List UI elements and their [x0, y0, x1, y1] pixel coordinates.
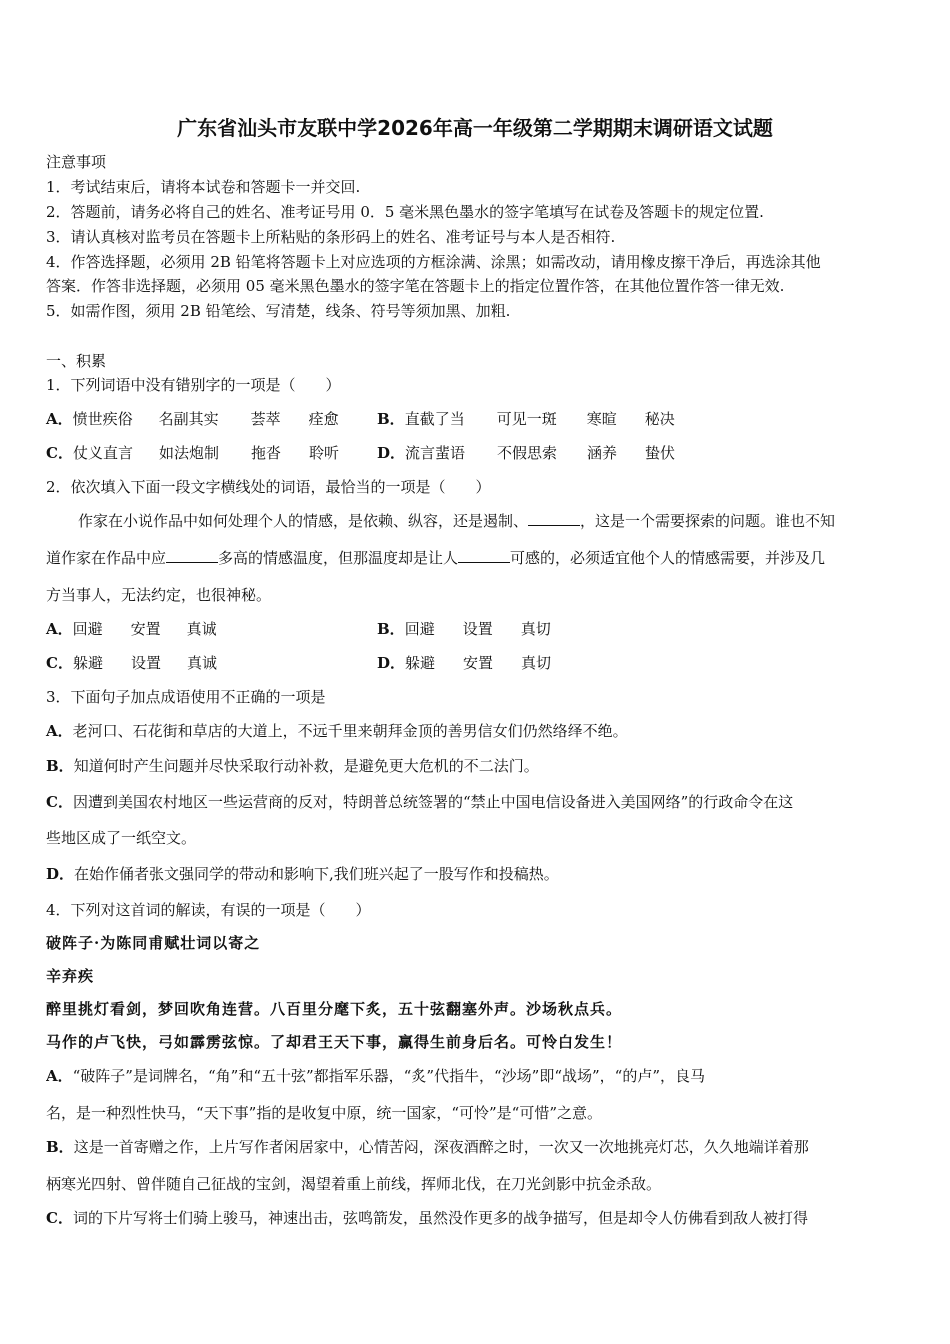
q1-option-d[interactable]: D．流言蜚语 不假思索 涵养 蛰伏 [377, 444, 676, 462]
q4-option-c[interactable]: C．词的下片写将士们骑上骏马，神速出击，弦鸣箭发，虽然没作更多的战争描写，但是却令人仿佛看到敌人被打得 [46, 1209, 808, 1227]
question-1-stem: 1．下列词语中没有错别字的一项是（ ） [46, 376, 341, 394]
q3-option-b[interactable]: B．知道何时产生问题并尽快采取行动补救，是避免更大危机的不二法门。 [46, 757, 539, 775]
passage-line: 作家在小说作品中如何处理个人的情感，是依赖、纵容，还是遏制、 ，这是一个需要探索的问题。谁也不知 [78, 512, 836, 530]
notice-item: 答案．作答非选择题，必须用 05 毫米黑色墨水的签字笔在答题卡上的指定位置作答，在其他位置作答一律无效. [46, 277, 785, 295]
passage-line: 道作家在作品中应 多高的情感温度，但那温度却是让人 可感的，必须适宜他个人的情感需要，并涉及几 [46, 549, 826, 567]
q1-option-a[interactable]: A．愤世疾俗 名副其实 荟萃 痊愈 [46, 410, 339, 428]
q4-option-b[interactable]: B．这是一首寄赠之作，上片写作者闲居家中，心情苦闷，深夜酒醉之时，一次又一次地挑亮灯芯，久久地端详着那 [46, 1138, 809, 1156]
fill-blank[interactable] [528, 511, 580, 526]
q2-option-a[interactable]: A．回避 安置 真诚 [46, 620, 217, 638]
page-title: 广东省汕头市友联中学2026年高一年级第二学期期末调研语文试题 [177, 116, 773, 140]
q4-option-b-cont: 柄寒光四射、曾伴随自己征战的宝剑，渴望着重上前线，挥师北伐，在刀光剑影中抗金杀敌。 [46, 1175, 662, 1193]
q1-option-b[interactable]: B．直截了当 可见一斑 寒暄 秘决 [377, 410, 675, 428]
q3-option-a[interactable]: A．老河口、石花街和草店的大道上，不远千里来朝拜金顶的善男信女们仍然络绎不绝。 [46, 722, 628, 740]
question-4-stem: 4．下列对这首词的解读，有误的一项是（ ） [46, 901, 371, 919]
poem-title: 破阵子·为陈同甫赋壮词以寄之 [46, 934, 261, 952]
notice-item: 4．作答选择题，必须用 2B 铅笔将答题卡上对应选项的方框涂满、涂黑；如需改动，请用橡皮擦干净后，再选涂其他 [46, 253, 821, 271]
q2-option-d[interactable]: D．躲避 安置 真切 [377, 654, 552, 672]
notice-item: 1．考试结束后，请将本试卷和答题卡一并交回. [46, 178, 361, 196]
question-2-stem: 2．依次填入下面一段文字横线处的词语，最恰当的一项是（ ） [46, 478, 491, 496]
fill-blank[interactable] [458, 548, 510, 563]
q2-option-b[interactable]: B．回避 设置 真切 [377, 620, 551, 638]
poem-line: 马作的卢飞快，弓如霹雳弦惊。了却君王天下事，赢得生前身后名。可怜白发生！ [46, 1033, 623, 1051]
q4-option-a[interactable]: A．“破阵子”是词牌名，“角”和“五十弦”都指军乐器，“炙”代指牛，“沙场”即“战场”，“的卢”，良马 [46, 1067, 706, 1085]
fill-blank[interactable] [166, 548, 218, 563]
notice-item: 3．请认真核对监考员在答题卡上所粘贴的条形码上的姓名、准考证号与本人是否相符. [46, 228, 616, 246]
q3-option-c-cont: 些地区成了一纸空文。 [46, 829, 197, 847]
q3-option-d[interactable]: D．在始作俑者张文强同学的带动和影响下,我们班兴起了一股写作和投稿热。 [46, 865, 559, 883]
notice-item: 2．答题前，请务必将自己的姓名、准考证号用 0．5 毫米黑色墨水的签字笔填写在试卷及答题卡的规定位置. [46, 203, 764, 221]
q1-option-c[interactable]: C．仗义直言 如法炮制 拖沓 聆听 [46, 444, 339, 462]
poem-author: 辛弃疾 [46, 967, 95, 985]
q4-option-a-cont: 名，是一种烈性快马，“天下事”指的是收复中原，统一国家，“可怜”是“可惜”之意。 [46, 1104, 603, 1122]
passage-line: 方当事人，无法约定，也很神秘。 [46, 586, 272, 604]
notice-item: 5．如需作图，须用 2B 铅笔绘、写清楚，线条、符号等须加黑、加粗. [46, 302, 511, 320]
question-3-stem: 3．下面句子加点成语使用不正确的一项是 [46, 688, 326, 706]
section-heading: 一、积累 [46, 352, 107, 370]
notice-heading: 注意事项 [46, 153, 107, 171]
q3-option-c[interactable]: C．因遭到美国农村地区一些运营商的反对，特朗普总统签署的“禁止中国电信设备进入美国网络”的行政命令在这 [46, 793, 794, 811]
poem-line: 醉里挑灯看剑，梦回吹角连营。八百里分麾下炙，五十弦翻塞外声。沙场秋点兵。 [46, 1000, 623, 1018]
q2-option-c[interactable]: C．躲避 设置 真诚 [46, 654, 217, 672]
